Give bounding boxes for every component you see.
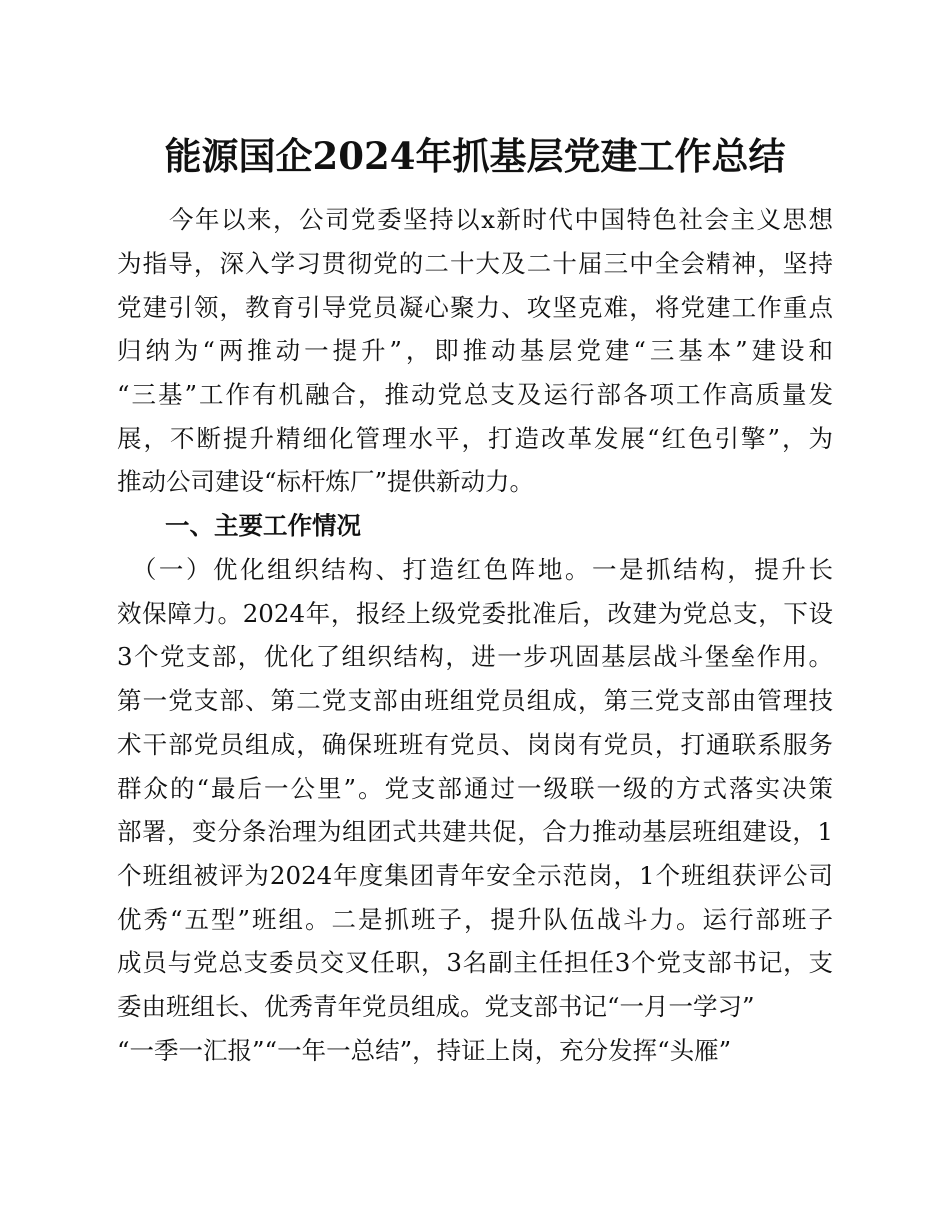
body-line: 效保障力。2024年，报经上级党委批准后，改建为党总支，下设	[117, 599, 833, 628]
body-line: 委由班组长、优秀青年党员组成。党支部书记“一月一学习”	[117, 992, 755, 1021]
section-heading: 一、主要工作情况	[165, 511, 361, 540]
body-line: （一）优化组织结构、打造红色阵地。一是抓结构，提升长	[117, 555, 833, 584]
body-line: 术干部党员组成，确保班班有党员、岗岗有党员，打通联系服务	[117, 730, 833, 759]
body-line: “一季一汇报”“一年一总结”，持证上岗，充分发挥“头雁”	[117, 1036, 732, 1065]
document-title: 能源国企2024年抓基层党建工作总结	[164, 134, 786, 178]
body-line: 部署，变分条治理为组团式共建共促，合力推动基层班组建设，1	[117, 817, 833, 846]
body-line: 3个党支部，优化了组织结构，进一步巩固基层战斗堡垒作用。	[117, 642, 833, 671]
intro-line: 党建引领，教育引导党员凝心聚力、攻坚克难，将党建工作重点	[117, 293, 833, 322]
body-line: 群众的“最后一公里”。党支部通过一级联一级的方式落实决策	[117, 774, 833, 803]
body-line: 成员与党总支委员交叉任职，3名副主任担任3个党支部书记，支	[117, 948, 833, 977]
intro-line: “三基”工作有机融合，推动党总支及运行部各项工作高质量发	[117, 380, 833, 409]
body-line: 第一党支部、第二党支部由班组党员组成，第三党支部由管理技	[117, 686, 833, 715]
body-line: 优秀“五型”班组。二是抓班子，提升队伍战斗力。运行部班子	[117, 905, 833, 934]
intro-line: 推动公司建设“标杆炼厂”提供新动力。	[117, 467, 535, 496]
intro-line: 展，不断提升精细化管理水平，打造改革发展“红色引擎”，为	[117, 424, 833, 453]
body-line: 个班组被评为2024年度集团青年安全示范岗，1个班组获评公司	[117, 861, 833, 890]
intro-line: 今年以来，公司党委坚持以x新时代中国特色社会主义思想	[117, 205, 833, 234]
intro-line: 为指导，深入学习贯彻党的二十大及二十届三中全会精神，坚持	[117, 249, 833, 278]
intro-line: 归纳为“两推动一提升”，即推动基层党建“三基本”建设和	[117, 336, 833, 365]
